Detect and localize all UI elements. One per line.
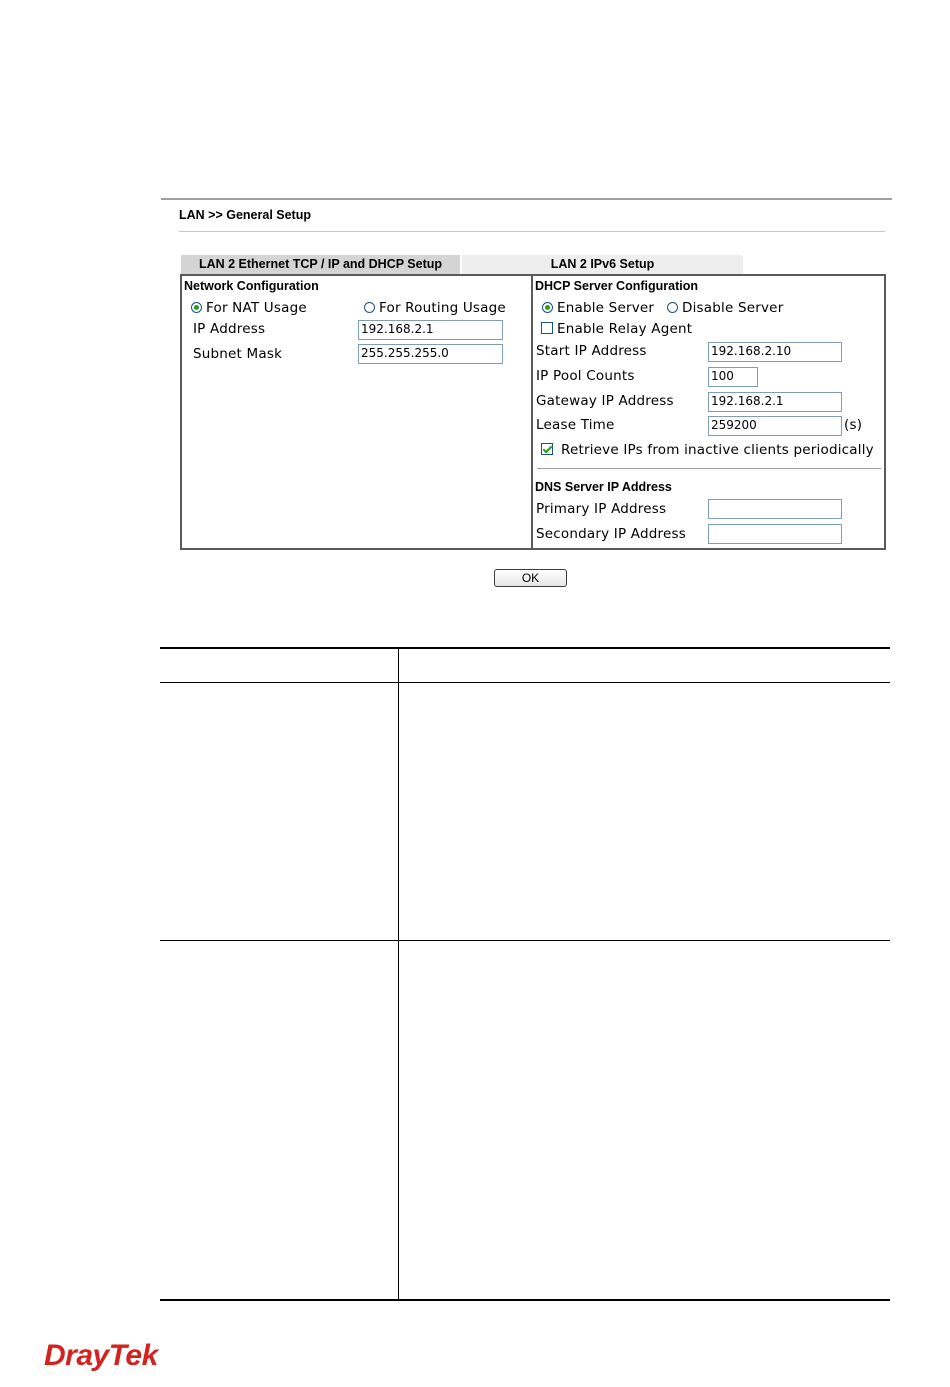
lease-time-unit: (s) (844, 417, 863, 433)
enable-server-label: Enable Server (557, 300, 655, 316)
breadcrumb-rule (179, 231, 885, 232)
logo-dray: Dray (44, 1339, 109, 1372)
relay-agent-label: Enable Relay Agent (557, 321, 693, 337)
retrieve-ips-checkbox[interactable] (541, 443, 553, 455)
table-column-divider (398, 647, 399, 1300)
ip-address-label: IP Address (193, 321, 266, 337)
enable-server-radio[interactable] (542, 302, 553, 313)
disable-server-label: Disable Server (682, 300, 784, 316)
disable-server-radio[interactable] (667, 302, 678, 313)
table-header-rule (160, 682, 890, 683)
ip-pool-counts-field[interactable]: 100 (708, 367, 758, 387)
nat-usage-radio[interactable] (191, 302, 202, 313)
tab-lan2-ipv6-label: LAN 2 IPv6 Setup (550, 257, 655, 271)
table-row-rule (160, 940, 890, 941)
ok-button-label: OK (521, 571, 540, 585)
top-rule (161, 198, 892, 200)
primary-dns-field[interactable] (708, 499, 842, 519)
secondary-dns-label: Secondary IP Address (536, 526, 686, 542)
table-bottom-rule (160, 1299, 890, 1301)
ok-button[interactable] (494, 569, 567, 587)
gateway-ip-label: Gateway IP Address (536, 393, 674, 409)
table-top-rule (160, 647, 890, 649)
primary-dns-label: Primary IP Address (536, 501, 667, 517)
draytek-logo (44, 1339, 158, 1373)
panel-divider (531, 276, 533, 548)
start-ip-label: Start IP Address (536, 343, 647, 359)
start-ip-field[interactable]: 192.168.2.10 (708, 342, 842, 362)
lease-time-field[interactable]: 259200 (708, 416, 842, 436)
ip-address-field[interactable]: 192.168.2.1 (358, 320, 503, 340)
logo-tek: Tek (108, 1339, 158, 1372)
secondary-dns-field[interactable] (708, 524, 842, 544)
dns-server-title: DNS Server IP Address (535, 480, 672, 494)
dns-section-divider (537, 468, 881, 469)
relay-agent-checkbox[interactable] (541, 322, 553, 334)
tab-lan2-ethernet-label: LAN 2 Ethernet TCP / IP and DHCP Setup (198, 257, 443, 271)
nat-usage-label: For NAT Usage (206, 300, 307, 316)
tab-lan2-ethernet[interactable] (181, 255, 460, 274)
gateway-ip-field[interactable]: 192.168.2.1 (708, 392, 842, 412)
dhcp-config-title: DHCP Server Configuration (535, 279, 698, 293)
network-config-title: Network Configuration (184, 279, 319, 293)
subnet-mask-label: Subnet Mask (193, 346, 283, 362)
subnet-mask-field[interactable]: 255.255.255.0 (358, 344, 503, 364)
breadcrumb: LAN >> General Setup (179, 208, 311, 222)
ip-pool-counts-label: IP Pool Counts (536, 368, 635, 384)
routing-usage-label: For Routing Usage (379, 300, 506, 316)
lease-time-label: Lease Time (536, 417, 615, 433)
tab-lan2-ipv6[interactable] (462, 255, 743, 274)
routing-usage-radio[interactable] (364, 302, 375, 313)
retrieve-ips-label: Retrieve IPs from inactive clients periodically (561, 442, 874, 458)
